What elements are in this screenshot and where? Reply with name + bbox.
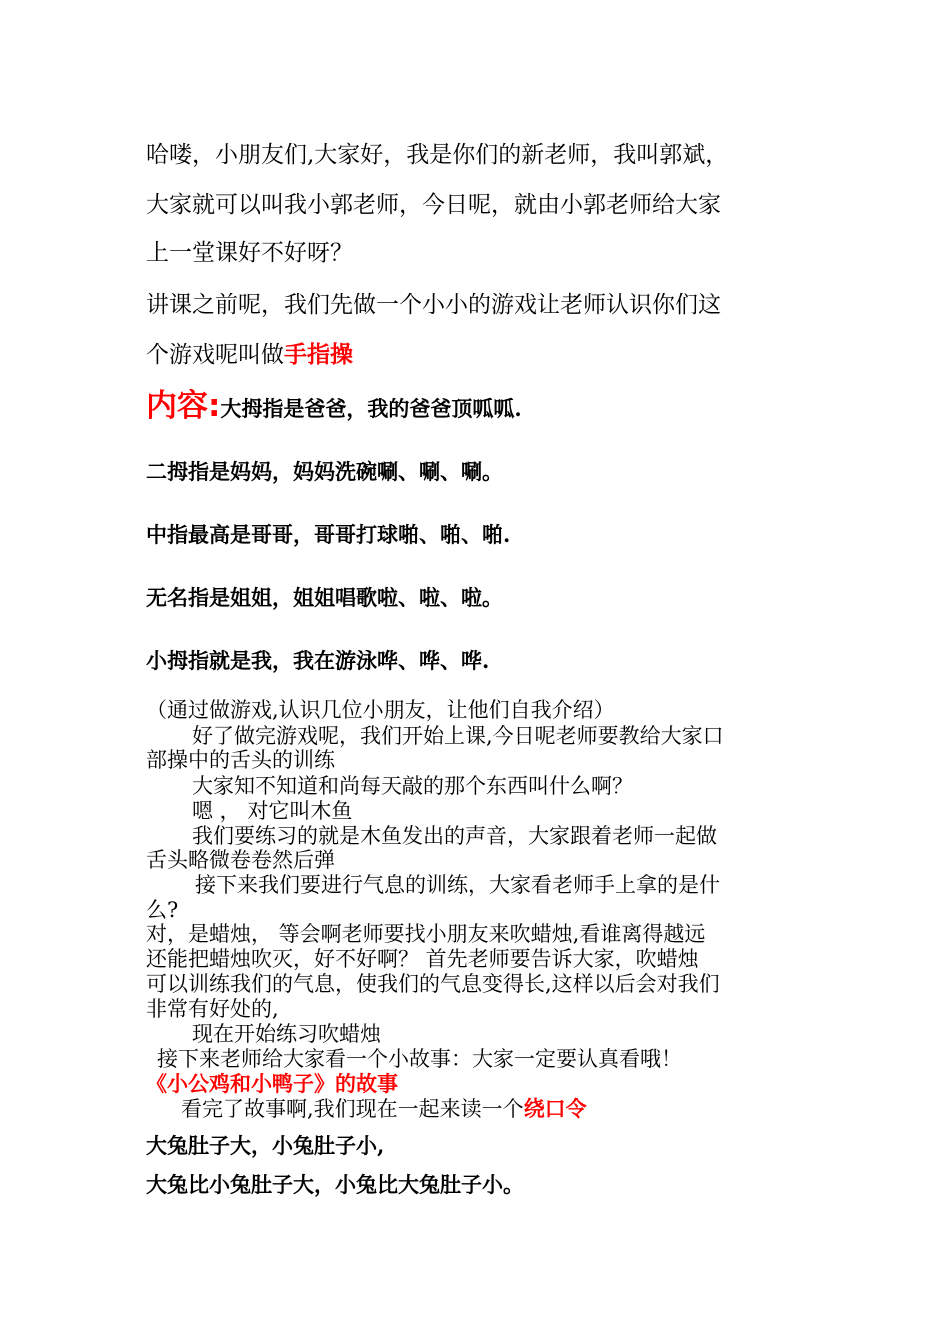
body-line-14: 现在开始练习吹蜡烛 xyxy=(192,1022,381,1046)
tongue-twister-line-2: 大兔比小兔肚子大，小兔比大兔肚子小。 xyxy=(146,1172,524,1197)
tongue-twister-highlight: 绕口令 xyxy=(523,1096,587,1121)
content-verse-5: 小拇指就是我，我在游泳哗、哗、哗. xyxy=(146,648,490,673)
body-line-3: 部操中的舌头的训练 xyxy=(146,748,335,772)
content-label: 内容: xyxy=(146,388,221,424)
game-name-highlight: 手指操 xyxy=(284,341,353,368)
body-line-5: 嗯 ， 对它叫木鱼 xyxy=(192,799,353,823)
content-verse-1-line xyxy=(146,380,522,425)
intro-line-5-text: 个游戏呢叫做 xyxy=(146,342,284,368)
body-line-7: 舌头略微卷卷然后弹 xyxy=(146,848,335,872)
content-verse-1: 大拇指是爸爸，我的爸爸顶呱呱. xyxy=(220,396,522,421)
body-line-15: 接下来老师给大家看一个小故事：大家一定要认真看哦！ xyxy=(157,1047,682,1071)
body-line-6: 我们要练习的就是木鱼发出的声音，大家跟着老师一起做 xyxy=(192,824,717,848)
intro-line-4: 讲课之前呢，我们先做一个小小的游戏让老师认识你们这 xyxy=(146,292,721,318)
body-line-2: 好了做完游戏呢，我们开始上课,今日呢老师要教给大家口 xyxy=(192,724,724,748)
intro-line-3: 上一堂课好不好呀？ xyxy=(146,240,353,266)
body-line-4: 大家知不知道和尚每天敲的那个东西叫什么啊？ xyxy=(192,774,633,798)
content-verse-2: 二拇指是妈妈，妈妈洗碗唰、唰、唰。 xyxy=(146,459,503,484)
body-line-11: 还能把蜡烛吹灭，好不好啊？ 首先老师要告诉大家，吹蜡烛 xyxy=(146,947,699,971)
after-story-text: 看完了故事啊,我们现在一起来读一个 xyxy=(181,1097,524,1121)
after-story-line xyxy=(181,1093,587,1123)
intro-line-5 xyxy=(146,336,353,369)
body-line-9: 么? xyxy=(146,898,179,922)
body-line-1: （通过做游戏,认识几位小朋友，让他们自我介绍） xyxy=(146,698,615,722)
tongue-twister-line-1: 大兔肚子大，小兔肚子小, xyxy=(146,1133,385,1158)
body-line-10: 对，是蜡烛， 等会啊老师要找小朋友来吹蜡烛,看谁离得越远 xyxy=(146,922,706,946)
intro-line-2: 大家就可以叫我小郭老师，今日呢，就由小郭老师给大家 xyxy=(146,192,721,218)
body-line-8: 接下来我们要进行气息的训练，大家看老师手上拿的是什 xyxy=(195,873,720,897)
content-verse-3: 中指最高是哥哥，哥哥打球啪、啪、啪. xyxy=(146,522,511,547)
body-line-13: 非常有好处的, xyxy=(146,997,279,1021)
content-verse-4: 无名指是姐姐，姐姐唱歌啦、啦、啦。 xyxy=(146,585,503,610)
intro-line-1: 哈喽，小朋友们,大家好，我是你们的新老师，我叫郭斌， xyxy=(146,142,729,168)
body-line-12: 可以训练我们的气息，使我们的气息变得长,这样以后会对我们 xyxy=(146,972,720,996)
story-title: 《小公鸡和小鸭子》的故事 xyxy=(146,1071,398,1096)
